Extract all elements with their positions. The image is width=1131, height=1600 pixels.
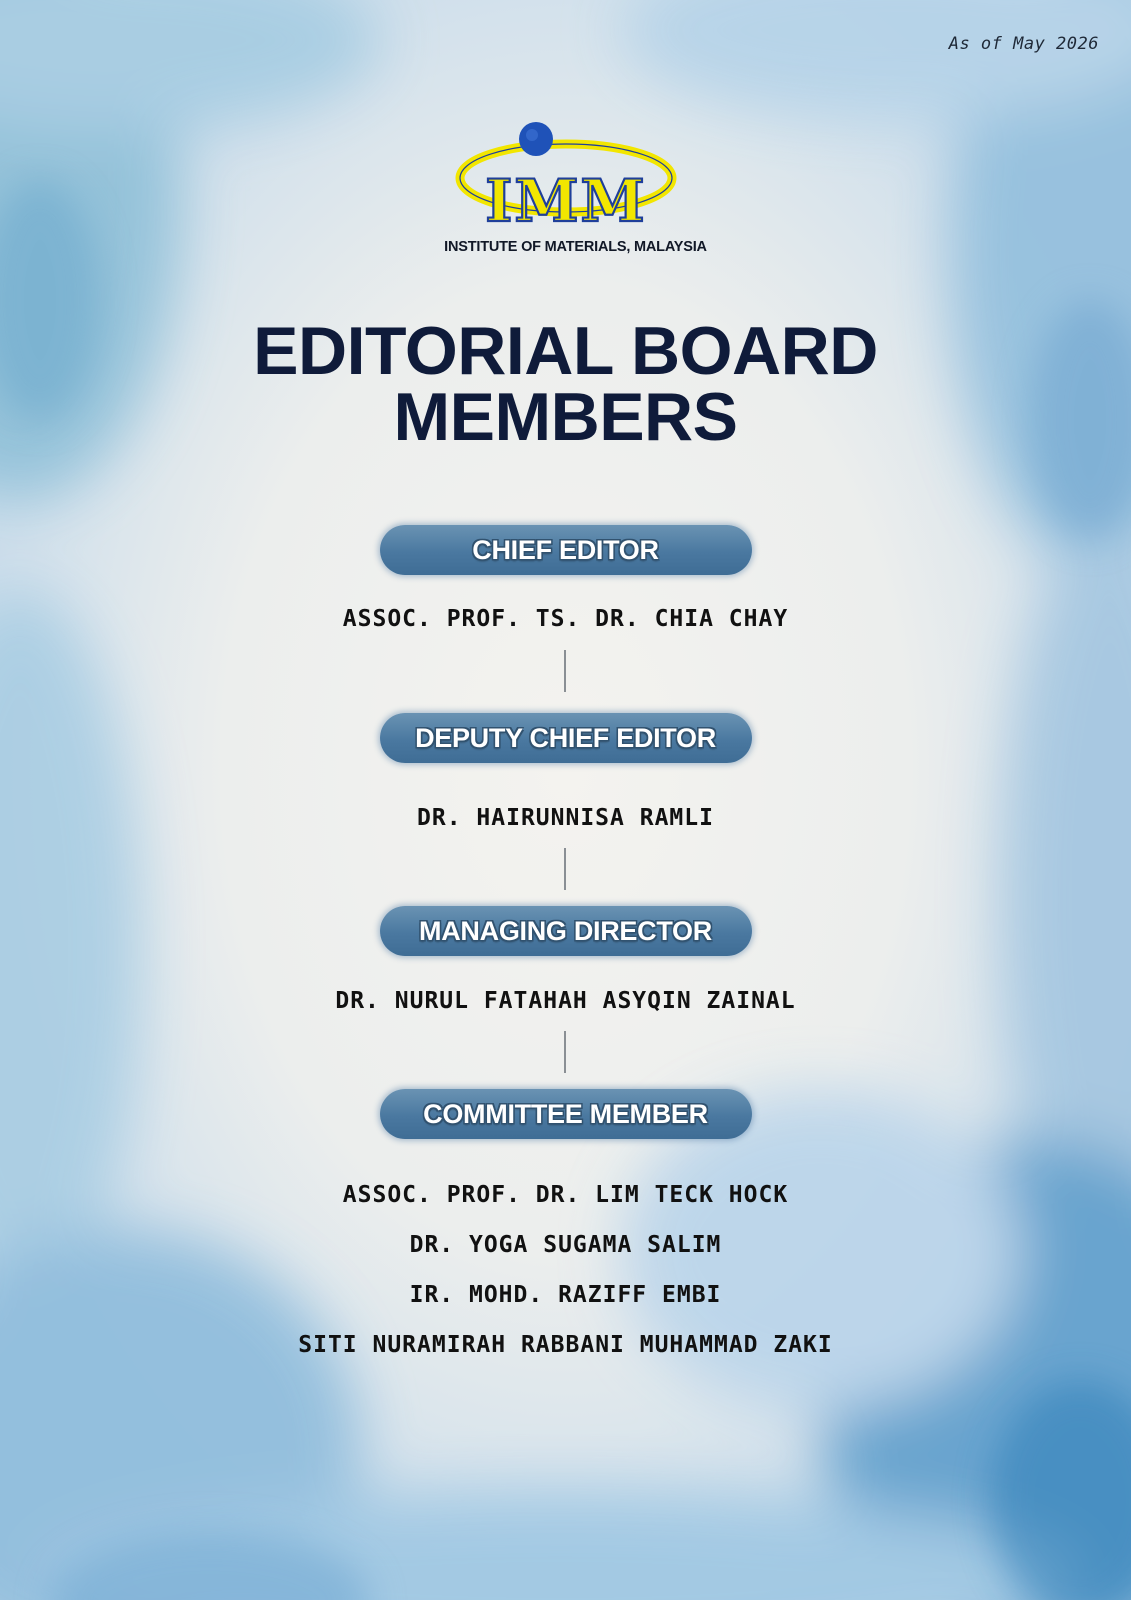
member-name: IR. MOHD. RAZIFF EMBI <box>409 1282 722 1308</box>
section-heading-committee-member <box>380 1089 752 1139</box>
member-name: DR. NURUL FATAHAH ASYQIN ZAINAL <box>335 988 796 1014</box>
as-of-date: As of May 2026 <box>948 34 1099 54</box>
section-heading-label: MANAGING DIRECTOR <box>419 915 712 946</box>
logo-wordmark: IMM <box>485 167 647 235</box>
imm-logo <box>0 118 1131 268</box>
title-line-2: MEMBERS <box>393 379 738 455</box>
member-name: DR. HAIRUNNISA RAMLI <box>417 805 714 831</box>
member-name: ASSOC. PROF. TS. DR. CHIA CHAY <box>342 606 789 632</box>
connector-line <box>564 848 566 890</box>
member-name: ASSOC. PROF. DR. LIM TECK HOCK <box>342 1182 789 1208</box>
section-heading-chief-editor <box>380 525 752 575</box>
section-heading-managing-director <box>380 906 752 956</box>
member-name: SITI NURAMIRAH RABBANI MUHAMMAD ZAKI <box>298 1332 833 1358</box>
connector-line <box>564 1031 566 1073</box>
logo-caption: INSTITUTE OF MATERIALS, MALAYSIA <box>444 239 707 255</box>
imm-logo-mark <box>448 118 684 238</box>
connector-line <box>564 650 566 692</box>
section-heading-label: DEPUTY CHIEF EDITOR <box>415 722 716 753</box>
section-heading-deputy-chief-editor <box>380 713 752 763</box>
section-heading-label: COMMITTEE MEMBER <box>423 1098 708 1129</box>
section-heading-label: CHIEF EDITOR <box>472 534 659 565</box>
title-line-1: EDITORIAL BOARD <box>253 313 878 389</box>
member-name: DR. YOGA SUGAMA SALIM <box>409 1232 722 1258</box>
page-title <box>0 313 1131 455</box>
